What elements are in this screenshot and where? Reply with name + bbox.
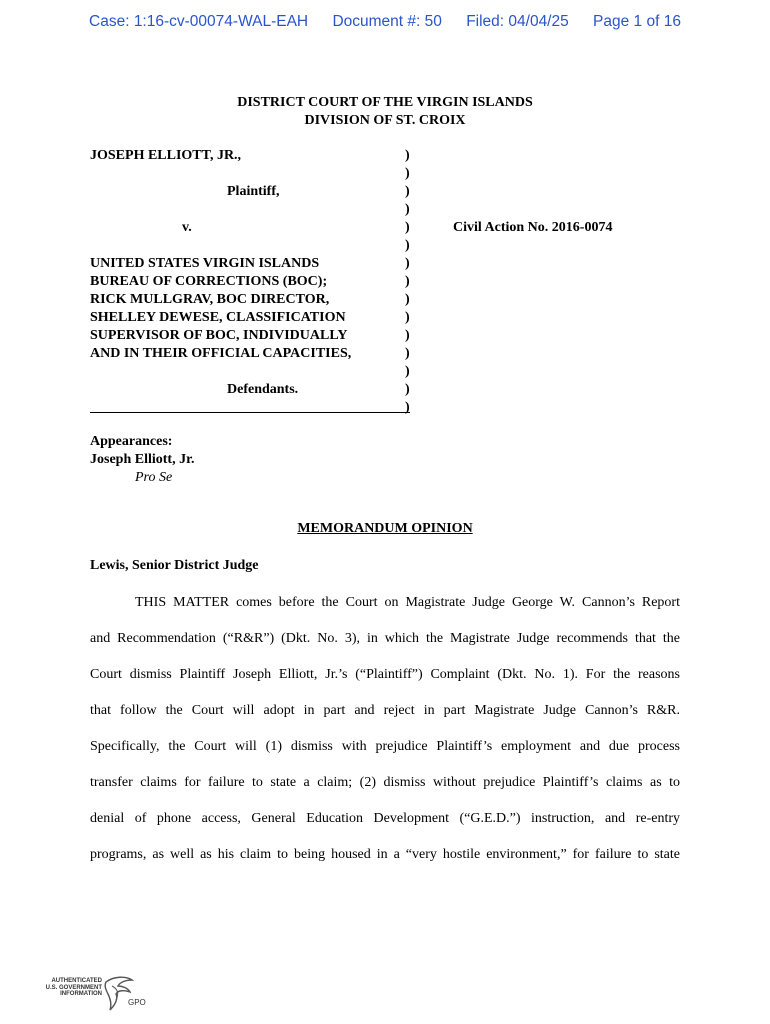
body-line: programs, as well as his claim to being housed in a “very hostile environment,” for failure to state (90, 847, 680, 862)
caption-parentheses (405, 147, 410, 417)
caption-paren: ) (405, 220, 410, 235)
caption-paren: ) (405, 274, 410, 289)
plaintiff-name: JOSEPH ELLIOTT, JR., (90, 148, 242, 163)
gpo-authentication-seal (44, 974, 146, 1018)
caption-paren: ) (405, 364, 410, 379)
versus: v. (182, 220, 192, 235)
court-name: DISTRICT COURT OF THE VIRGIN ISLANDS (237, 95, 533, 110)
gpo-seal-text: AUTHENTICATED U.S. GOVERNMENT INFORMATION (45, 978, 102, 997)
court-heading (0, 94, 770, 130)
civil-action-number: Civil Action No. 2016-0074 (453, 220, 613, 235)
defendant-line: SHELLEY DEWESE, CLASSIFICATION (90, 310, 346, 325)
defendant-line: UNITED STATES VIRGIN ISLANDS (90, 256, 320, 271)
body-line: Court dismiss Plaintiff Joseph Elliott, Jr.’s (“Plaintiff”) Complaint (Dkt. No. 1). For the reasons (90, 667, 680, 682)
defendant-line: RICK MULLGRAV, BOC DIRECTOR, (90, 292, 330, 307)
judge-line: Lewis, Senior District Judge (90, 558, 259, 573)
body-line: and Recommendation (“R&R”) (Dkt. No. 3), in which the Magistrate Judge recommends that the (90, 631, 680, 646)
case-caption (90, 147, 410, 399)
body-line: THIS MATTER comes before the Court on Magistrate Judge George W. Cannon’s Report (135, 595, 680, 610)
appearance-name: Joseph Elliott, Jr. (90, 452, 195, 467)
body-line: denial of phone access, General Education Development (“G.E.D.”) instruction, and re-entry (90, 811, 680, 826)
gpo-mark: GPO (128, 998, 146, 1007)
caption-paren: ) (405, 202, 410, 217)
defendant-line: BUREAU OF CORRECTIONS (BOC); (90, 274, 328, 289)
caption-paren: ) (405, 166, 410, 181)
appearance-role: Pro Se (135, 470, 173, 485)
body-line: transfer claims for failure to state a claim; (2) dismiss without prejudice Plaintiff’s claims as to (90, 775, 680, 790)
defendants-label: Defendants. (227, 382, 299, 397)
caption-paren: ) (405, 256, 410, 271)
caption-paren: ) (405, 310, 410, 325)
document-number: Document #: 50 (332, 13, 442, 30)
page-indicator: Page 1 of 16 (593, 13, 681, 30)
caption-paren: ) (405, 292, 410, 307)
caption-paren: ) (405, 148, 410, 163)
plaintiff-label: Plaintiff, (227, 184, 280, 199)
memo-title: MEMORANDUM OPINION (297, 521, 473, 536)
caption-paren: ) (405, 382, 410, 397)
filed-date: Filed: 04/04/25 (466, 13, 569, 30)
case-number: Case: 1:16-cv-00074-WAL-EAH (89, 13, 309, 30)
caption-paren: ) (405, 238, 410, 253)
body-line: Specifically, the Court will (1) dismiss with prejudice Plaintiff’s employment and due process (90, 739, 680, 754)
caption-paren: ) (405, 346, 410, 361)
caption-paren: ) (405, 400, 410, 415)
defendant-line: AND IN THEIR OFFICIAL CAPACITIES, (90, 346, 352, 361)
appearances-heading: Appearances: (90, 434, 173, 449)
opinion-body (90, 592, 680, 880)
caption-paren: ) (405, 184, 410, 199)
caption-paren: ) (405, 328, 410, 343)
court-division: DIVISION OF ST. CROIX (304, 113, 466, 128)
body-line: that follow the Court will adopt in part and reject in part Magistrate Judge Cannon’s R&R. (90, 703, 680, 718)
caption-rule (90, 412, 410, 413)
gpo-eagle-icon (102, 974, 134, 1018)
filing-header (0, 13, 770, 31)
appearances (90, 433, 195, 487)
defendant-line: SUPERVISOR OF BOC, INDIVIDUALLY (90, 328, 348, 343)
